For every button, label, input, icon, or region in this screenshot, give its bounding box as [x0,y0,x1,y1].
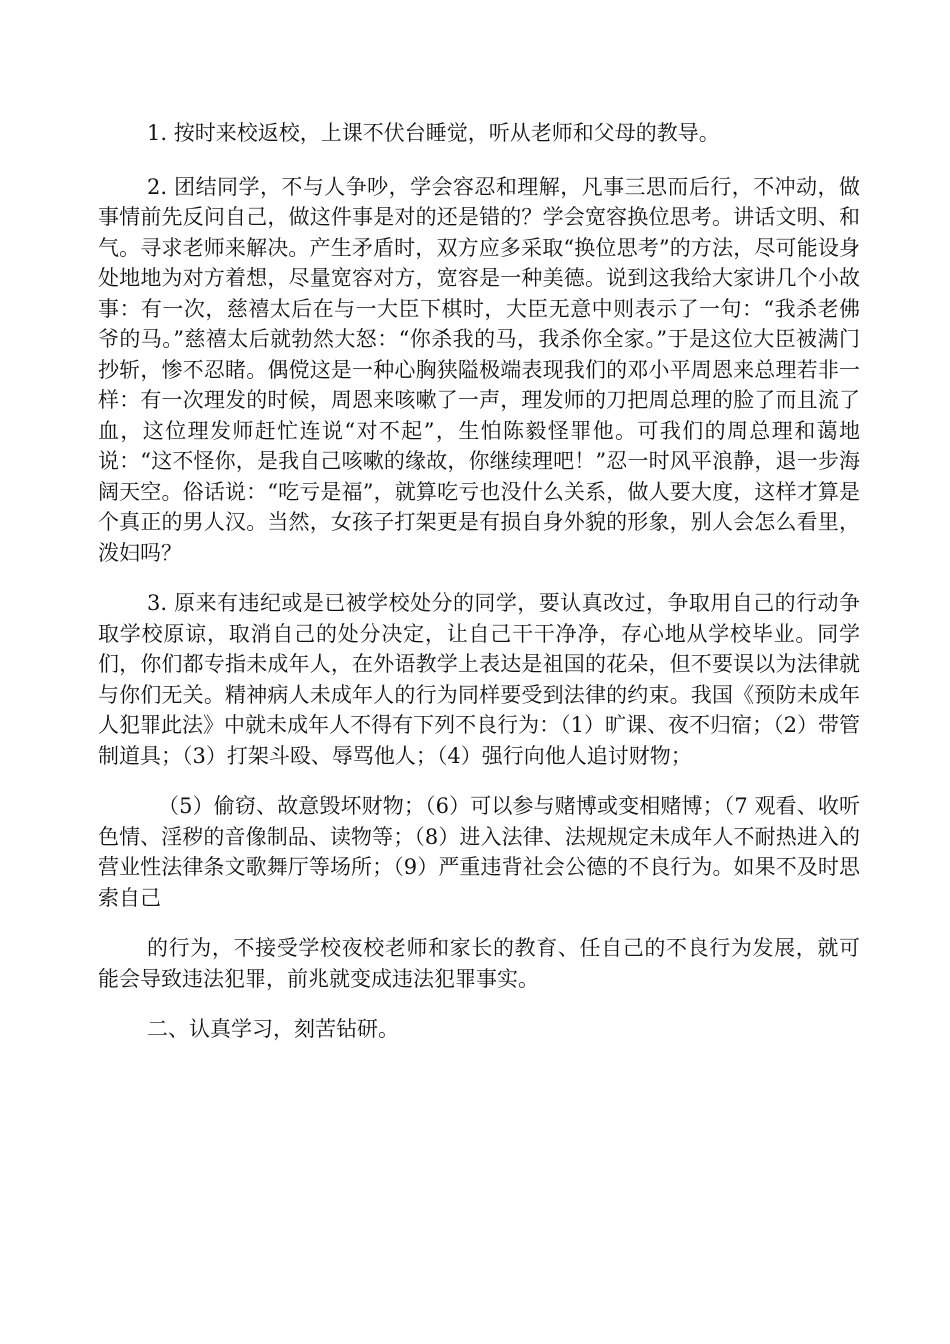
paragraph-item-2: 2. 团结同学，不与人争吵，学会容忍和理解，凡事三思而后行，不冲动，做事情前先反问自己，做这件事是对的还是错的？学会宽容换位思考。讲话文明、和气。寻求老师来解决。产生矛盾时，双方应多采取“换位思考”的方法，尽可能设身处地地为对方着想，尽量宽容对方，宽容是一种美德。说到这我给大家讲几个小故事：有一次，慈禧太后在与一大臣下棋时，大臣无意中则表示了一句：“我杀老佛爷的马。”慈禧太后就勃然大怒：“你杀我的马，我杀你全家。”于是这位大臣被满门抄斩，惨不忍睹。偶傥这是一种心胸狭隘极端表现我们的邓小平周恩来总理若非一样：有一次理发的时候，周恩来咳嗽了一声，理发师的刀把周总理的脸了而且流了血，这位理发师赶忙连说“对不起”，生怕陈毅怪罪他。可我们的周总理和蔼地说：“这不怪你，是我自己咳嗽的缘故，你继续理吧！”忍一时风平浪静，退一步海阔天空。俗话说：“吃亏是福”，就算吃亏也没什么关系，做人要大度，这样才算是个真正的男人汉。当然，女孩子打架更是有损自身外貌的形象，别人会怎么看里，泼妇吗？ [98,174,860,565]
paragraph-item-4: （5）偷窃、故意毁坏财物；（6）可以参与赌博或变相赌博；（7 观看、收听色情、淫秽的音像制品、读物等；（8）进入法律、法规规定未成年人不耐热进入的营业性法律条文歌舞厅等场所；（9）严重违背社会公德的不良行为。如果不及时思索自己 [98,794,860,910]
paragraph-item-1: 1. 按时来校返校，上课不伏台睡觉，听从老师和父母的教导。 [147,121,720,145]
paragraph-item-3: 3. 原来有违纪或是已被学校处分的同学，要认真改过，争取用自己的行动争取学校原谅，取消自己的处分决定，让自己干干净净，存心地从学校毕业。同学们，你们都专指未成年人，在外语教学上表达是祖国的花朵，但不要误以为法律就与你们无关。精神病人未成年人的行为同样要受到法律的约束。我国《预防未成年人犯罪此法》中就未成年人不得有下列不良行为：（1）旷课、夜不归宿；（2）带管制道具；（3）打架斗殴、辱骂他人；（4）强行向他人追讨财物； [98,591,860,768]
paragraph-continuation: 的行为，不接受学校夜校老师和家长的教育、任自己的不良行为发展，就可能会导致违法犯罪，前兆就变成违法犯罪事实。 [98,936,860,991]
document-page [98,118,860,1068]
section-heading: 二、认真学习，刻苦钻研。 [147,1017,399,1041]
